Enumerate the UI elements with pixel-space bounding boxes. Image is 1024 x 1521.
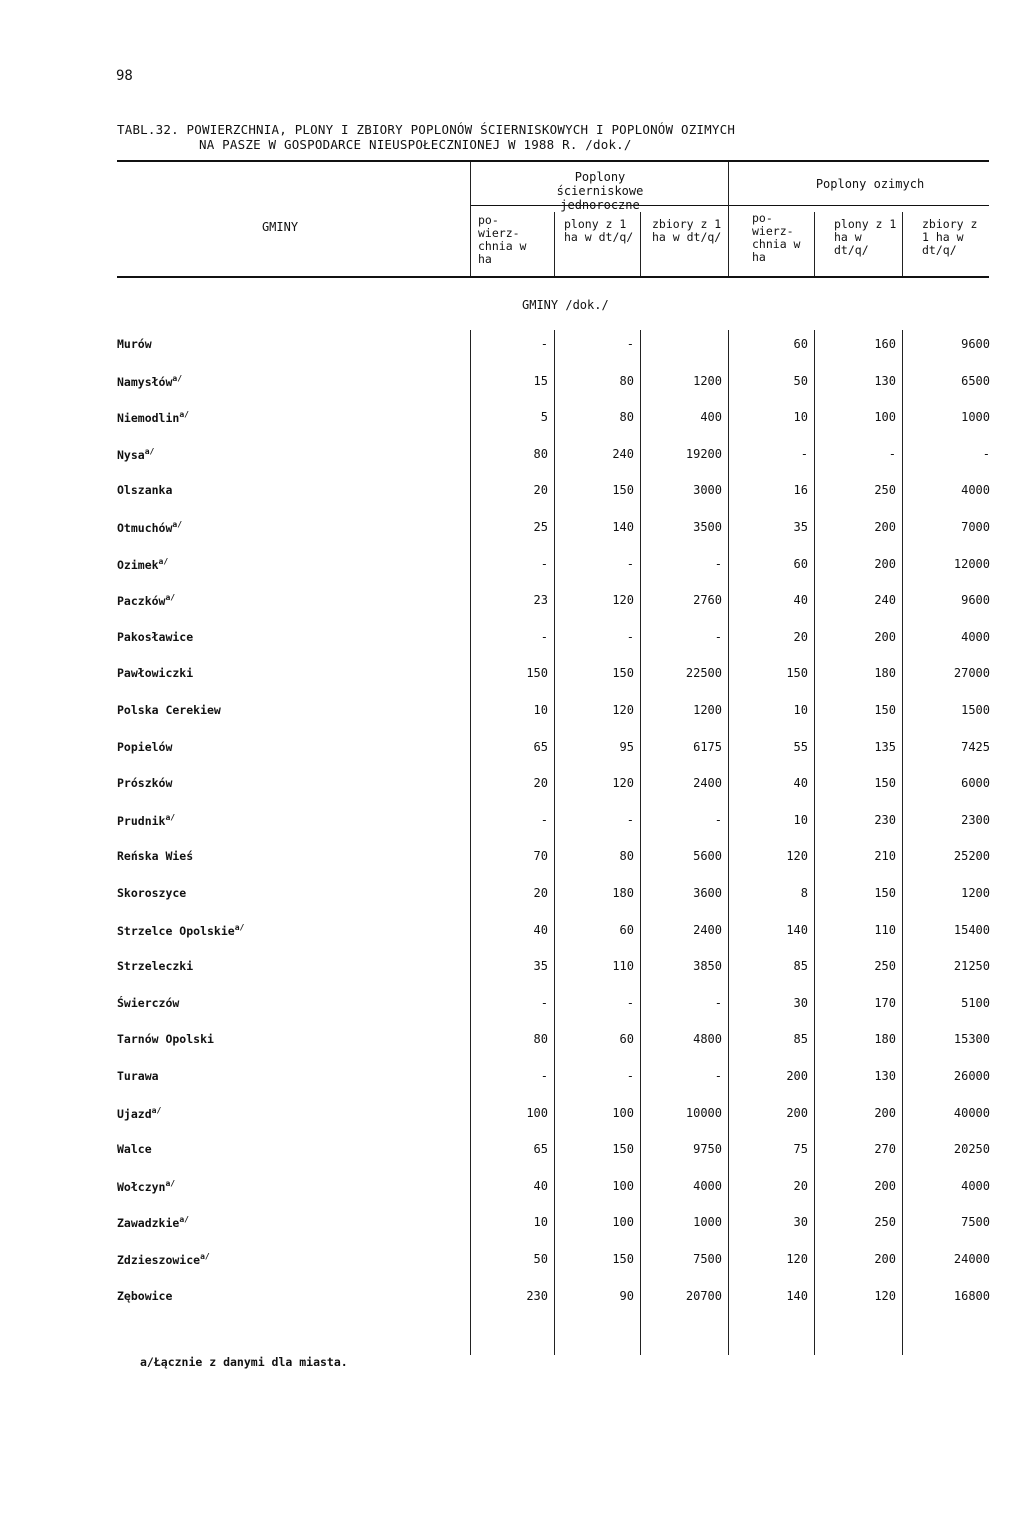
table-cell: 120 (612, 593, 634, 607)
table-cell: 160 (874, 337, 896, 351)
gmina-name: Paczków$^{a/}$ (117, 593, 176, 608)
table-cell: - (626, 996, 634, 1010)
header-divider (728, 162, 729, 276)
table-cell: 6175 (693, 740, 722, 754)
table-cell: 100 (612, 1106, 634, 1120)
footnote-marker: a/ (165, 1179, 176, 1188)
table-cell: 15400 (953, 923, 990, 937)
column-divider (470, 330, 471, 1355)
table-cell: 70 (533, 849, 548, 863)
table-cell: 30 (793, 1215, 808, 1229)
table-cell: 120 (612, 703, 634, 717)
table-cell: - (540, 557, 548, 571)
table-cell: 40 (533, 1179, 548, 1193)
table-cell: 40 (793, 776, 808, 790)
gmina-name: Zawadzkie$^{a/}$ (117, 1215, 189, 1230)
footnote: a/Łącznie z danymi dla miasta. (140, 1355, 348, 1369)
table-cell: 130 (874, 374, 896, 388)
table-cell: 150 (612, 666, 634, 680)
table-cell: - (626, 813, 634, 827)
gmina-name: Ozimek$^{a/}$ (117, 557, 169, 572)
table-cell: - (540, 996, 548, 1010)
table-cell: 130 (874, 1069, 896, 1083)
table-cell: 25200 (953, 849, 990, 863)
table-cell: 230 (526, 1289, 548, 1303)
footnote-marker: a/ (234, 923, 245, 932)
gmina-name: Walce (117, 1142, 152, 1156)
footnote-marker: a/ (172, 374, 183, 383)
header-group-sciernisko: Poplony ścierniskowe jednoroczne (556, 170, 644, 212)
table-cell: 2400 (693, 923, 722, 937)
table-cell: 10 (793, 703, 808, 717)
table-cell: 1000 (961, 410, 990, 424)
table-cell: 40 (533, 923, 548, 937)
table-cell: 21250 (953, 959, 990, 973)
gmina-name: Reńska Wieś (117, 849, 194, 863)
table-cell: 1500 (961, 703, 990, 717)
table-cell: 19200 (685, 447, 722, 461)
table-cell: 65 (533, 740, 548, 754)
table-cell: 120 (874, 1289, 896, 1303)
gmina-name: Pakosławice (117, 630, 194, 644)
gmina-name: Wołczyn$^{a/}$ (117, 1179, 176, 1194)
table-cell: 35 (793, 520, 808, 534)
table-cell: 270 (874, 1142, 896, 1156)
table-cell: 250 (874, 483, 896, 497)
table-cell: 60 (793, 557, 808, 571)
column-divider (814, 330, 815, 1355)
table-cell: 16800 (953, 1289, 990, 1303)
table-cell: 100 (612, 1215, 634, 1229)
table-title (117, 122, 735, 152)
col-header-area-1: po-wierz-chnia w ha (478, 213, 527, 266)
table-cell: 5600 (693, 849, 722, 863)
header-divider (554, 212, 555, 276)
table-cell: 20 (533, 886, 548, 900)
table-cell: 5 (540, 410, 548, 424)
table-cell: 6000 (961, 776, 990, 790)
table-cell: 10 (533, 1215, 548, 1229)
table-cell: 4800 (693, 1032, 722, 1046)
gmina-name: Turawa (117, 1069, 159, 1083)
table-cell: 80 (619, 849, 634, 863)
table-cell: 150 (874, 886, 896, 900)
table-cell: 100 (612, 1179, 634, 1193)
table-cell: 40000 (953, 1106, 990, 1120)
gmina-name: Zdzieszowice$^{a/}$ (117, 1252, 210, 1267)
col-header-harvest-1: zbiory z 1 ha w dt/q/ (652, 217, 722, 244)
table-cell: 9600 (961, 593, 990, 607)
gmina-name: Niemodlin$^{a/}$ (117, 410, 189, 425)
header-divider (470, 162, 471, 276)
header-divider (640, 212, 641, 276)
table-cell: 5100 (961, 996, 990, 1010)
gmina-name: Murów (117, 337, 152, 351)
title-line-1: TABL.32. POWIERZCHNIA, PLONY I ZBIORY POPLONÓW ŚCIERNISKOWYCH I POPLONÓW OZIMYCH (117, 122, 736, 137)
col-header-area-2: po-wierz-chnia w ha (752, 211, 801, 264)
table-cell: 26000 (953, 1069, 990, 1083)
table-cell: 150 (612, 483, 634, 497)
table-cell: 120 (612, 776, 634, 790)
column-divider (902, 330, 903, 1355)
table-cell: 150 (612, 1142, 634, 1156)
table-cell: 85 (793, 1032, 808, 1046)
footnote-marker: a/ (172, 520, 183, 529)
table-cell: 25 (533, 520, 548, 534)
gmina-name: Pawłowiczki (117, 666, 194, 680)
col-header-harvest-2: zbiory z 1 ha w dt/q/ (922, 217, 978, 257)
table-cell: 150 (526, 666, 548, 680)
table-cell: - (626, 557, 634, 571)
gmina-name: Nysa$^{a/}$ (117, 447, 155, 462)
table-cell: 150 (786, 666, 808, 680)
table-cell: 200 (874, 1106, 896, 1120)
page-number: 98 (116, 68, 133, 84)
table-cell: 24000 (953, 1252, 990, 1266)
table-cell: 7500 (961, 1215, 990, 1229)
header-top-rule (117, 160, 989, 162)
subheading: GMINY /dok./ (522, 298, 609, 312)
table-cell: 90 (619, 1289, 634, 1303)
table-cell: 140 (612, 520, 634, 534)
table-cell: 200 (786, 1106, 808, 1120)
table-cell: 10000 (685, 1106, 722, 1120)
table-cell: 80 (533, 1032, 548, 1046)
table-cell: 1200 (961, 886, 990, 900)
gmina-name: Popielów (117, 740, 173, 754)
table-cell: 15300 (953, 1032, 990, 1046)
table-cell: 4000 (693, 1179, 722, 1193)
table-cell: 2760 (693, 593, 722, 607)
table-cell: 230 (874, 813, 896, 827)
table-cell: 4000 (961, 483, 990, 497)
table-cell: - (982, 447, 990, 461)
table-cell: 7000 (961, 520, 990, 534)
table-cell: 400 (700, 410, 722, 424)
table-cell: - (714, 813, 722, 827)
table-cell: - (714, 1069, 722, 1083)
table-cell: 200 (874, 630, 896, 644)
table-cell: 140 (786, 1289, 808, 1303)
table-cell: - (626, 1069, 634, 1083)
table-cell: 10 (793, 410, 808, 424)
table-cell: 27000 (953, 666, 990, 680)
header-group-ozime: Poplony ozimych (815, 177, 925, 191)
table-cell: 40 (793, 593, 808, 607)
table-cell: 75 (793, 1142, 808, 1156)
table-cell: - (714, 630, 722, 644)
table-cell: 60 (619, 923, 634, 937)
table-cell: 4000 (961, 1179, 990, 1193)
table-cell: 150 (874, 776, 896, 790)
table-cell: 100 (874, 410, 896, 424)
table-cell: 210 (874, 849, 896, 863)
gmina-name: Prudnik$^{a/}$ (117, 813, 176, 828)
table-cell: 1000 (693, 1215, 722, 1229)
table-cell: 200 (786, 1069, 808, 1083)
table-cell: 3000 (693, 483, 722, 497)
table-cell: 1200 (693, 374, 722, 388)
table-cell: 20250 (953, 1142, 990, 1156)
table-cell: 2300 (961, 813, 990, 827)
footnote-marker: a/ (179, 410, 189, 419)
table-cell: 20 (533, 776, 548, 790)
footnote-marker: a/ (165, 593, 176, 602)
column-divider (554, 330, 555, 1355)
table-cell: 120 (786, 1252, 808, 1266)
table-cell: 200 (874, 1252, 896, 1266)
table-cell: 4000 (961, 630, 990, 644)
table-cell: 140 (786, 923, 808, 937)
table-cell: 110 (874, 923, 896, 937)
header-divider (814, 212, 815, 276)
table-cell: - (626, 337, 634, 351)
table-cell: 250 (874, 1215, 896, 1229)
table-cell: 20 (793, 630, 808, 644)
table-cell: 50 (533, 1252, 548, 1266)
gmina-name: Skoroszyce (117, 886, 187, 900)
table-cell: 55 (793, 740, 808, 754)
table-cell: 85 (793, 959, 808, 973)
header-bottom-rule (117, 276, 989, 278)
table-cell: 80 (619, 410, 634, 424)
table-cell: 22500 (685, 666, 722, 680)
table-cell: - (540, 813, 548, 827)
table-cell: 135 (874, 740, 896, 754)
table-cell: - (540, 630, 548, 644)
table-cell: 20 (793, 1179, 808, 1193)
table-cell: 7500 (693, 1252, 722, 1266)
table-cell: 110 (612, 959, 634, 973)
table-cell: 80 (533, 447, 548, 461)
footnote-marker: a/ (165, 813, 176, 822)
gmina-name: Tarnów Opolski (117, 1032, 214, 1046)
table-cell: 240 (612, 447, 634, 461)
table-cell: 180 (612, 886, 634, 900)
table-cell: 23 (533, 593, 548, 607)
table-cell: 3600 (693, 886, 722, 900)
table-cell: 30 (793, 996, 808, 1010)
table-cell: - (714, 557, 722, 571)
table-cell: 200 (874, 1179, 896, 1193)
table-cell: 150 (874, 703, 896, 717)
table-cell: 120 (786, 849, 808, 863)
title-line-2: NA PASZE W GOSPODARCE NIEUSPOŁECZNIONEJ W 1988 R. /dok./ (199, 137, 632, 152)
gmina-name: Zębowice (117, 1289, 173, 1303)
column-divider (640, 330, 641, 1355)
gmina-name: Otmuchów$^{a/}$ (117, 520, 183, 535)
table-cell: 35 (533, 959, 548, 973)
table-cell: 3500 (693, 520, 722, 534)
table-cell: 3850 (693, 959, 722, 973)
gmina-name: Strzeleczki (117, 959, 194, 973)
table-cell: 8 (800, 886, 808, 900)
table-cell: 170 (874, 996, 896, 1010)
footnote-marker: a/ (179, 1215, 189, 1224)
gmina-name: Świerczów (117, 996, 180, 1010)
table-cell: 15 (533, 374, 548, 388)
table-cell: 10 (533, 703, 548, 717)
table-cell: - (800, 447, 808, 461)
gmina-name: Strzelce Opolskie$^{a/}$ (117, 923, 245, 938)
footnote-marker: a/ (200, 1252, 210, 1261)
table-cell: 240 (874, 593, 896, 607)
table-cell: 95 (619, 740, 634, 754)
table-cell: 65 (533, 1142, 548, 1156)
header-divider (902, 212, 903, 276)
table-cell: - (714, 996, 722, 1010)
table-cell: 50 (793, 374, 808, 388)
col-header-yield-2: plony z 1 ha w dt/q/ (834, 217, 897, 257)
gmina-name: Ujazd$^{a/}$ (117, 1106, 162, 1121)
table-cell: 150 (612, 1252, 634, 1266)
gmina-name: Prószków (117, 776, 173, 790)
table-cell: - (540, 1069, 548, 1083)
gmina-name: Namysłów$^{a/}$ (117, 374, 183, 389)
table-cell: 9750 (693, 1142, 722, 1156)
table-cell: 60 (619, 1032, 634, 1046)
header-gminy: GMINY (261, 220, 299, 234)
table-cell: 100 (526, 1106, 548, 1120)
table-cell: 60 (793, 337, 808, 351)
table-cell: - (888, 447, 896, 461)
table-cell: 20 (533, 483, 548, 497)
gmina-name: Polska Cerekiew (117, 703, 221, 717)
table-cell: 10 (793, 813, 808, 827)
table-cell: 9600 (961, 337, 990, 351)
col-header-yield-1: plony z 1 ha w dt/q/ (564, 217, 634, 244)
table-cell: - (626, 630, 634, 644)
table-cell: 180 (874, 1032, 896, 1046)
table-cell: 1200 (693, 703, 722, 717)
table-cell: 7425 (961, 740, 990, 754)
column-divider (728, 330, 729, 1355)
table-cell: - (540, 337, 548, 351)
footnote-marker: a/ (151, 1106, 162, 1115)
footnote-marker: a/ (144, 447, 155, 456)
table-cell: 12000 (953, 557, 990, 571)
table-cell: 2400 (693, 776, 722, 790)
table-cell: 20700 (685, 1289, 722, 1303)
table-cell: 200 (874, 557, 896, 571)
table-cell: 250 (874, 959, 896, 973)
table-cell: 16 (793, 483, 808, 497)
table-cell: 80 (619, 374, 634, 388)
table-cell: 200 (874, 520, 896, 534)
footnote-marker: a/ (158, 557, 169, 566)
table-cell: 180 (874, 666, 896, 680)
table-cell: 6500 (961, 374, 990, 388)
gmina-name: Olszanka (117, 483, 173, 497)
